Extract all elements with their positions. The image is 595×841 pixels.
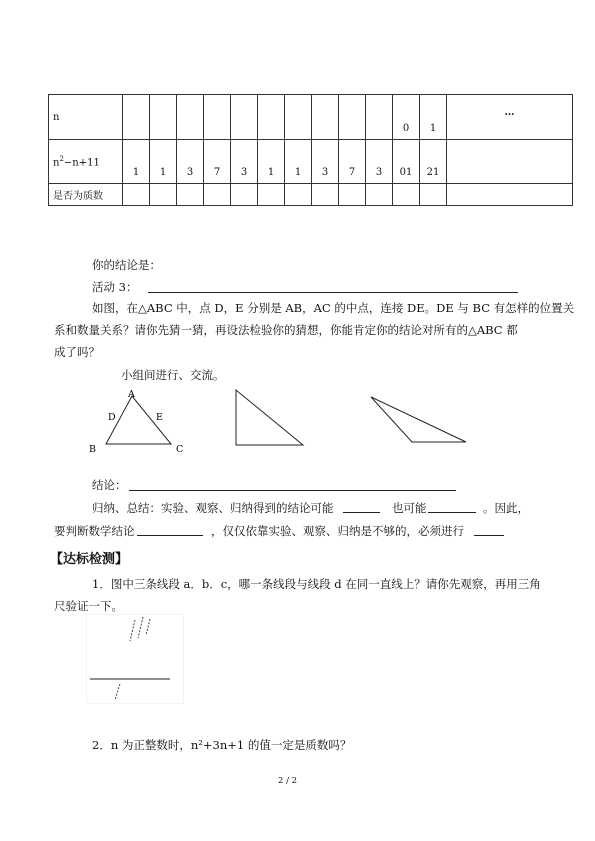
- summary-blank-1: [343, 512, 380, 513]
- summary2-part-a: 要判断数学结论: [54, 524, 135, 538]
- table-row-n: [49, 95, 573, 140]
- table-cell: [231, 184, 258, 206]
- table-cell: 21: [420, 140, 447, 184]
- data-table: [48, 94, 573, 206]
- table-cell: [312, 95, 339, 140]
- conclusion-label: 结论：: [92, 478, 127, 492]
- table-cell: 1: [123, 140, 150, 184]
- activity3-blank: [148, 292, 518, 293]
- table-cell: [204, 95, 231, 140]
- table-cell: [447, 184, 573, 206]
- question-1-line-1: 1．图中三条线段 a．b．c，哪一条线段与线段 d 在同一直线上？请你先观察，再用三角: [92, 577, 541, 591]
- para-line-2: 系和数量关系？请你先猜一猜，再设法检验你的猜想，你能肯定你的结论对所有的△ABC 都: [54, 323, 518, 337]
- table-row-formula: [49, 140, 573, 184]
- table-cell: 7: [339, 140, 366, 184]
- table-cell: [285, 95, 312, 140]
- figure-frame: [86, 614, 184, 704]
- table-cell: [312, 184, 339, 206]
- table-cell: 3: [231, 140, 258, 184]
- table-cell: [150, 95, 177, 140]
- summary-part-c: 。因此，: [483, 501, 529, 515]
- summary2-part-b: ，仅仅依靠实验、观察、归纳是不够的，必须进行: [211, 524, 464, 538]
- label-c: C: [176, 444, 184, 455]
- table-cell: [258, 95, 285, 140]
- question-1-line-2: 尺验证一下。: [54, 599, 123, 613]
- table-cell: 3: [177, 140, 204, 184]
- table-cell-ellipsis: …: [447, 95, 573, 140]
- table-cell: 1: [258, 140, 285, 184]
- table-cell: [339, 184, 366, 206]
- row-label-prime: 是否为质数: [49, 184, 123, 206]
- triangle-abc-figure: [84, 386, 194, 458]
- row-label-formula: $n^2-n+11$: [49, 140, 123, 184]
- table-cell: [177, 95, 204, 140]
- question-2: 2．n 为正整数时，n²+3n+1 的值一定是质数吗？: [92, 738, 352, 752]
- table-cell: [204, 184, 231, 206]
- summary-blank-2: [428, 512, 476, 513]
- table-row-prime: [49, 184, 573, 206]
- table-cell: [447, 140, 573, 184]
- label-b: B: [89, 444, 96, 455]
- table-cell: [393, 184, 420, 206]
- table-cell: 7: [204, 140, 231, 184]
- table-cell: [366, 95, 393, 140]
- table-cell: 1: [285, 140, 312, 184]
- table-cell: [258, 184, 285, 206]
- table-cell: [285, 184, 312, 206]
- obtuse-triangle: [371, 397, 466, 442]
- activity3-label: 活动 3：: [92, 280, 138, 294]
- table-cell: [123, 95, 150, 140]
- table-cell: [177, 184, 204, 206]
- summary2-blank-2: [474, 535, 504, 536]
- label-a: A: [128, 389, 135, 400]
- summary-part-b: 也可能: [392, 501, 427, 515]
- question-1-figure: [86, 614, 184, 704]
- table-cell: 3: [366, 140, 393, 184]
- table-cell: [420, 184, 447, 206]
- group-discussion: 小组间进行、交流。: [121, 368, 225, 382]
- table-cell: 3: [312, 140, 339, 184]
- table-cell: 01: [393, 140, 420, 184]
- table-cell: [366, 184, 393, 206]
- table-cell: [123, 184, 150, 206]
- table-cell: [231, 95, 258, 140]
- summary2-blank-1: [137, 535, 203, 536]
- table-cell: 0: [393, 95, 420, 140]
- table-cell: [339, 95, 366, 140]
- label-d: D: [108, 412, 116, 423]
- table-cell: 1: [150, 140, 177, 184]
- para-line-3: 成了吗？: [54, 345, 100, 359]
- table-cell: [150, 184, 177, 206]
- label-e: E: [156, 412, 163, 423]
- section-title: 【达标检测】: [50, 552, 129, 567]
- right-triangle-figure: [230, 386, 310, 448]
- conclusion-blank: [129, 490, 456, 491]
- table-cell: 1: [420, 95, 447, 140]
- obtuse-triangle-figure: [368, 394, 470, 446]
- para-line-1: 如图，在△ABC 中，点 D，E 分别是 AB，AC 的中点，连接 DE。DE 与 BC 有怎样的位置关: [92, 301, 575, 315]
- summary-part-a: 归纳、总结：实验、观察、归纳得到的结论可能: [92, 501, 334, 515]
- page-number: 2 / 2: [278, 776, 298, 786]
- right-triangle: [236, 390, 303, 445]
- conclusion-prompt: 你的结论是：: [92, 258, 161, 272]
- row-label-n: n: [49, 95, 123, 140]
